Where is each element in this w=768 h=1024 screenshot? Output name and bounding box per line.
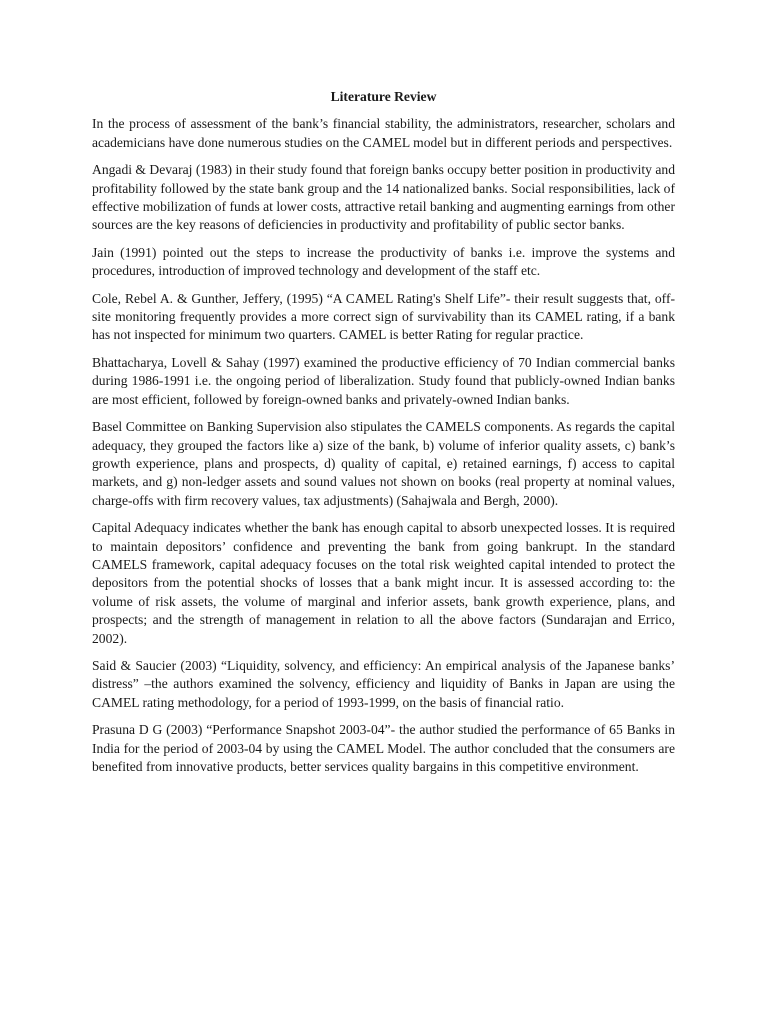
document-body <box>92 88 675 785</box>
paragraph-angadi-devaraj: Angadi & Devaraj (1983) in their study found that foreign banks occupy better position in productivity and profitability followed by the state bank group and the 14 nationalized banks. Social responsibilities, lack of effective mobilization of funds at lower costs, attractive retail banking and augmenting earnings from other sources are the key reasons of deficiencies in productivity and profitability of public sector banks. <box>92 162 675 233</box>
paragraph-intro: In the process of assessment of the bank’s financial stability, the administrators, researcher, scholars and academicians have done numerous studies on the CAMEL model but in different periods and perspectives. <box>92 116 675 150</box>
paragraph-cole-gunther: Cole, Rebel A. & Gunther, Jeffery, (1995) “A CAMEL Rating's Shelf Life”- their result suggests that, off-site monitoring frequently provides a more correct sign of survivability than its CAMEL rating, if a bank has not inspected for minimum two quarters. CAMEL is better Rating for regular practice. <box>92 290 675 343</box>
paragraph-prasuna: Prasuna D G (2003) “Performance Snapshot 2003-04”- the author studied the performance of 65 Banks in India for the period of 2003-04 by using the CAMEL Model. The author concluded that the consumers are benefited from innovative products, better services quality bargains in this competitive environment. <box>92 722 675 774</box>
page-title: Literature Review <box>330 89 437 104</box>
paragraph-said-saucier: Said & Saucier (2003) “Liquidity, solvency, and efficiency: An empirical analysis of the Japanese banks’ distress” –the authors examined the solvency, efficiency and liquidity of Banks in Japan are using the CAMEL rating methodology, for a period of 1993-1999, on the basis of financial ratio. <box>92 657 675 710</box>
paragraph-bhattacharya: Bhattacharya, Lovell & Sahay (1997) examined the productive efficiency of 70 Indian commercial banks during 1986-1991 i.e. the ongoing period of liberalization. Study found that publicly-owned Indian banks are most efficient, followed by foreign-owned banks and privately-owned Indian banks. <box>92 354 675 407</box>
paragraph-capital-adequacy: Capital Adequacy indicates whether the bank has enough capital to absorb unexpected losses. It is required to maintain depositors’ confidence and preventing the bank from going bankrupt. In the standard CAMELS framework, capital adequacy focuses on the total risk weighted capital intended to protect the depositors from the potential shocks of losses that a bank might incur. It is assessed according to: the volume of risk assets, the volume of marginal and inferior assets, bank growth experience, plans, and prospects; and the strength of management in relation to all the above factors (Sundarajan and Errico, 2002). <box>92 520 675 646</box>
paragraph-jain: Jain (1991) pointed out the steps to increase the productivity of banks i.e. improve the systems and procedures, introduction of improved technology and development of the staff etc. <box>92 244 675 279</box>
paragraph-basel-committee: Basel Committee on Banking Supervision also stipulates the CAMELS components. As regards the capital adequacy, they grouped the factors like a) size of the bank, b) volume of inferior quality assets, c) bank’s growth experience, plans and prospects, d) quality of capital, e) retained earnings, f) access to capital markets, and g) non-ledger assets and sound values not shown on books (real property at nominal values, charge-offs with firm recovery values, tax adjustments) (Sahajwala and Bergh, 2000). <box>92 419 675 508</box>
